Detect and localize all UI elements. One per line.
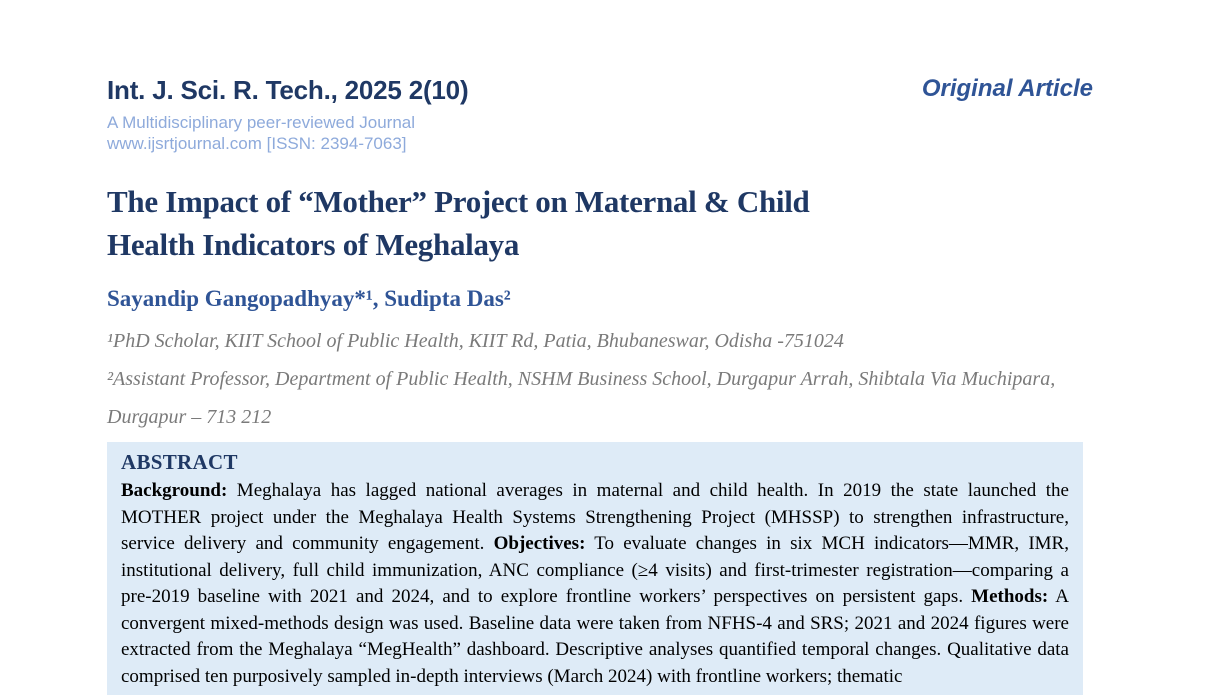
journal-title: Int. J. Sci. R. Tech., 2025 2(10) bbox=[107, 75, 469, 105]
abstract-body: Background: Meghalaya has lagged national averages in maternal and child health. In 2019 the state launched the MOTHER project under the Meghalaya Health Systems Strengthening Project (MHSSP) to strengthen infrastructure, service delivery and community engagement. Objectives: To evaluate changes in six MCH indicators—MMR, IMR, institutional delivery, full child immunization, ANC compliance (≥4 visits) and first-trimester registration—comparing a pre-2019 baseline with 2021 and 2024, and to explore frontline workers’ perspectives on persistent gaps. Methods: A convergent mixed-methods design was used. Baseline data were taken from NFHS-4 and SRS; 2021 and 2024 figures were extracted from the Meghalaya “MegHealth” dashboard. Descriptive analyses quantified temporal changes. Qualitative data comprised ten purposively sampled in-depth interviews (March 2024) with frontline workers; thematic bbox=[121, 480, 1069, 687]
affiliations bbox=[107, 322, 1062, 436]
affiliation-1: ¹PhD Scholar, KIIT School of Public Health, KIIT Rd, Patia, Bhubaneswar, Odisha -751024 bbox=[107, 330, 844, 352]
journal-url-issn: www.ijsrtjournal.com [ISSN: 2394-7063] bbox=[107, 134, 407, 153]
journal-subtitle: A Multidisciplinary peer-reviewed Journal bbox=[107, 113, 416, 132]
journal-subtitle-block bbox=[107, 112, 468, 154]
article-title bbox=[107, 180, 1007, 266]
article-title-line-1: The Impact of “Mother” Project on Maternal & Child bbox=[107, 184, 810, 219]
affiliation-2: ²Assistant Professor, Department of Public Health, NSHM Business School, Durgapur Arrah, Shibtala Via Muchipara, Durgapur – 713 212 bbox=[107, 368, 1056, 428]
article-type-label: Original Article bbox=[921, 75, 1093, 102]
abstract-heading: ABSTRACT bbox=[121, 450, 238, 474]
abstract-section bbox=[107, 442, 1083, 695]
article-title-line-2: Health Indicators of Meghalaya bbox=[107, 227, 520, 262]
page-header bbox=[0, 0, 1220, 154]
author-list: Sayandip Gangopadhyay*¹, Sudipta Das² bbox=[107, 286, 511, 311]
journal-identity bbox=[107, 74, 468, 154]
